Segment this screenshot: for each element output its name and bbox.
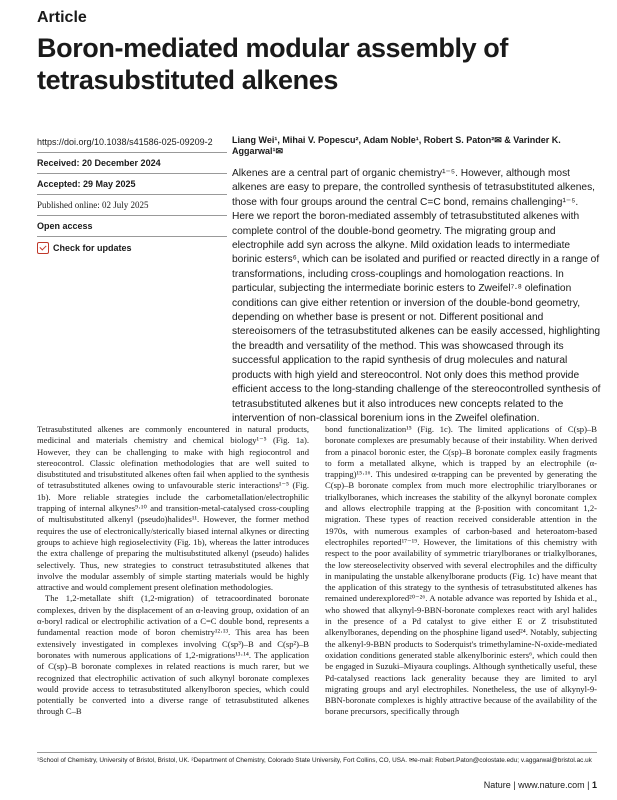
check-updates-label: Check for updates [53,243,132,253]
journal-name: Nature [483,780,511,790]
body-text [37,424,597,718]
abstract: Alkenes are a central part of organic chemistry¹⁻⁵. However, although most alkenes are easy to prepare, the controlled synthesis of tetrasubstituted alkenes, those with four groups around the central C=C bond, remains challenging¹⁻⁵. Here we report the boron-mediated assembly of tetrasubstituted alkenes with complete control of the double-bond geometry. The migrating group and electrophile add syn across the alkyne. Mild oxidation leads to intermediate borinic esters⁶, which can be isolated and purified or reacted directly in a range of transformations, including cross-couplings and homologation reactions. In particular, subjecting the intermediate borinic esters to Zweifel⁷·⁸ olefination conditions can give either retention or inversion of the double-bond geometry, depending on whether base is present or not. Different positional and stereoisomers of the tetrasubstituted alkenes can be easily accessed, highlighting the breadth and versatility of the method. This was showcased through its successful application to the rapid synthesis of drug molecules and natural products with high yield and stereocontrol. Not only does this method provide efficient access to the long-standing challenge of the stereocontrolled synthesis of tetrasubstituted alkenes but it also introduces new concepts related to the intervention of non-classical borenium ions in the Zweifel olefination. [232,168,601,424]
right-column [325,424,597,718]
published-date: Published online: 02 July 2025 [37,194,227,215]
page-footer: Nature | www.nature.com | 1 [483,780,597,790]
journal-url[interactable]: www.nature.com [518,780,585,790]
accepted-date: Accepted: 29 May 2025 [37,173,227,194]
received-date: Received: 20 December 2024 [37,152,227,173]
section-label: Article [37,9,87,26]
check-updates-button[interactable] [37,236,227,259]
check-updates-icon [37,242,49,254]
open-access-label: Open access [37,215,227,236]
page-number: 1 [591,780,597,790]
author-list: Liang Wei¹, Mihai V. Popescu², Adam Noble¹, Robert S. Paton²✉ & Varinder K. Aggarwal¹✉ [232,135,561,156]
left-column [37,424,309,718]
paragraph: Tetrasubstituted alkenes are commonly encountered in natural products, medicinal and materials chemistry and chemical biology¹⁻⁵ (Fig. 1a). However, they can be challenging to make with high regiocontrol and stereocontrol. Classic olefination methodologies that are well suited to disubstituted and trisubstituted alkenes often fail when applied to the synthesis of tetrasubstituted alkenes owing to unfavourable steric interactions¹⁻⁵ (Fig. 1b). More reliable strategies include the carbometallation/electrophilic trapping of internal alkynes⁹·¹⁰ and transition-metal-catalysed cross-coupling of multisubstituted alkenyl (pseudo)halides¹¹. However, the former method requires the use of electronically/sterically biased internal alkynes or directing groups to achieve high regioselectivity (Fig. 1b), whereas the latter introduces the extra challenge of preparing the multisubstituted alkenyl (pseudo) halides selectively. Thus, new strategies to construct tetrasubstituted alkenes that involve the modular assembly of simple starting materials would be highly attractive and would complement present olefination methodologies. [37,424,309,593]
article-title: Boron-mediated modular assembly of tetrasubstituted alkenes [37,33,508,95]
footnote-divider [37,752,597,753]
paragraph: bond functionalization¹⁵ (Fig. 1c). The limited applications of C(sp)–B boronate complexes are presumably because of their instability. When derived from a pinacol boronic ester, the C(sp)–B boronate complex easily fragments to form a metallated alkyne, which is trapped by an electrophile (α-trapping)¹⁵·¹⁶. This undesired α-trapping can be prevented by generating the C(sp)–B boronate complex from much more electrophilic triarylboranes or trialkylboranes, which increases the stability of the alkynyl boronate complex and allows electrophile trapping at the β-position with concomitant 1,2-migration. These types of reaction received considerable attention in the 1970s, with numerous examples of carbon-based and heteroatom-based electrophiles reported¹⁷⁻¹⁹. However, the limitations of this chemistry with respect to the poor availability of symmetric triarylboranes or trialkylboranes, the low stereoselectivity observed with several electrophiles and the difficulty in manipulating the unstable alkenylborane products (Fig. 1c) have meant that the application of this strategy to the synthesis of tetrasubstituted alkenes has remained underexplored²⁰⁻²⁶. A notable advance was reported by Ishida et al., who showed that alkynyl-9-BBN-boronate complexes react with aryl halides in the presence of a Pd catalyst to give either E or Z trisubstituted alkenylboranes, depending on the phosphine ligand used²⁴. Notably, subjecting the alkenyl-9-BBN products to Soderquist's trimethylamine-N-oxide-mediated oxidation conditions generated stable alkenylborinic esters⁶, which could then be engaged in Suzuki–Miyaura couplings. Although synthetically useful, these Pd-catalysed reactions lack generality because they are limited to aryl migrating groups and aryl electrophiles. Nonetheless, the use of alkynyl-9-BBN-boronate complexes is highly attractive because of the availability of the borane precursors, specifically through [325,424,597,717]
doi-link[interactable]: https://doi.org/10.1038/s41586-025-09209-2 [37,137,213,147]
article-metadata [37,135,227,259]
paragraph: The 1,2-metallate shift (1,2-migration) of tetracoordinated boronate complexes, driven by the displacement of an α-leaving group, oxidation of an α-boryl radical or electrophilic activation of a C=C double bond, represents a fundamental reaction mode of boron chemistry¹²·¹³. This area has been extensively investigated in complexes involving C(sp³)–B and C(sp²)–B boronates with numerous applications of 1,2-migrations¹³·¹⁴. The application of C(sp)–B boronate complexes in related reactions is much rarer, but we recognized that electrophilic activation of such alkynyl boronate complexes would provide access to tetrasubstituted alkenylboron species, which could potentially be converted into a diverse range of tetrasubstituted alkenes through C–B [37,593,309,717]
affiliation-footnote: ¹School of Chemistry, University of Bristol, Bristol, UK. ²Department of Chemistry, Colorado State University, Fort Collins, CO, USA. ✉e-mail: Robert.Paton@colostate.edu; v.aggarwal@bristol.ac.uk [37,757,592,764]
